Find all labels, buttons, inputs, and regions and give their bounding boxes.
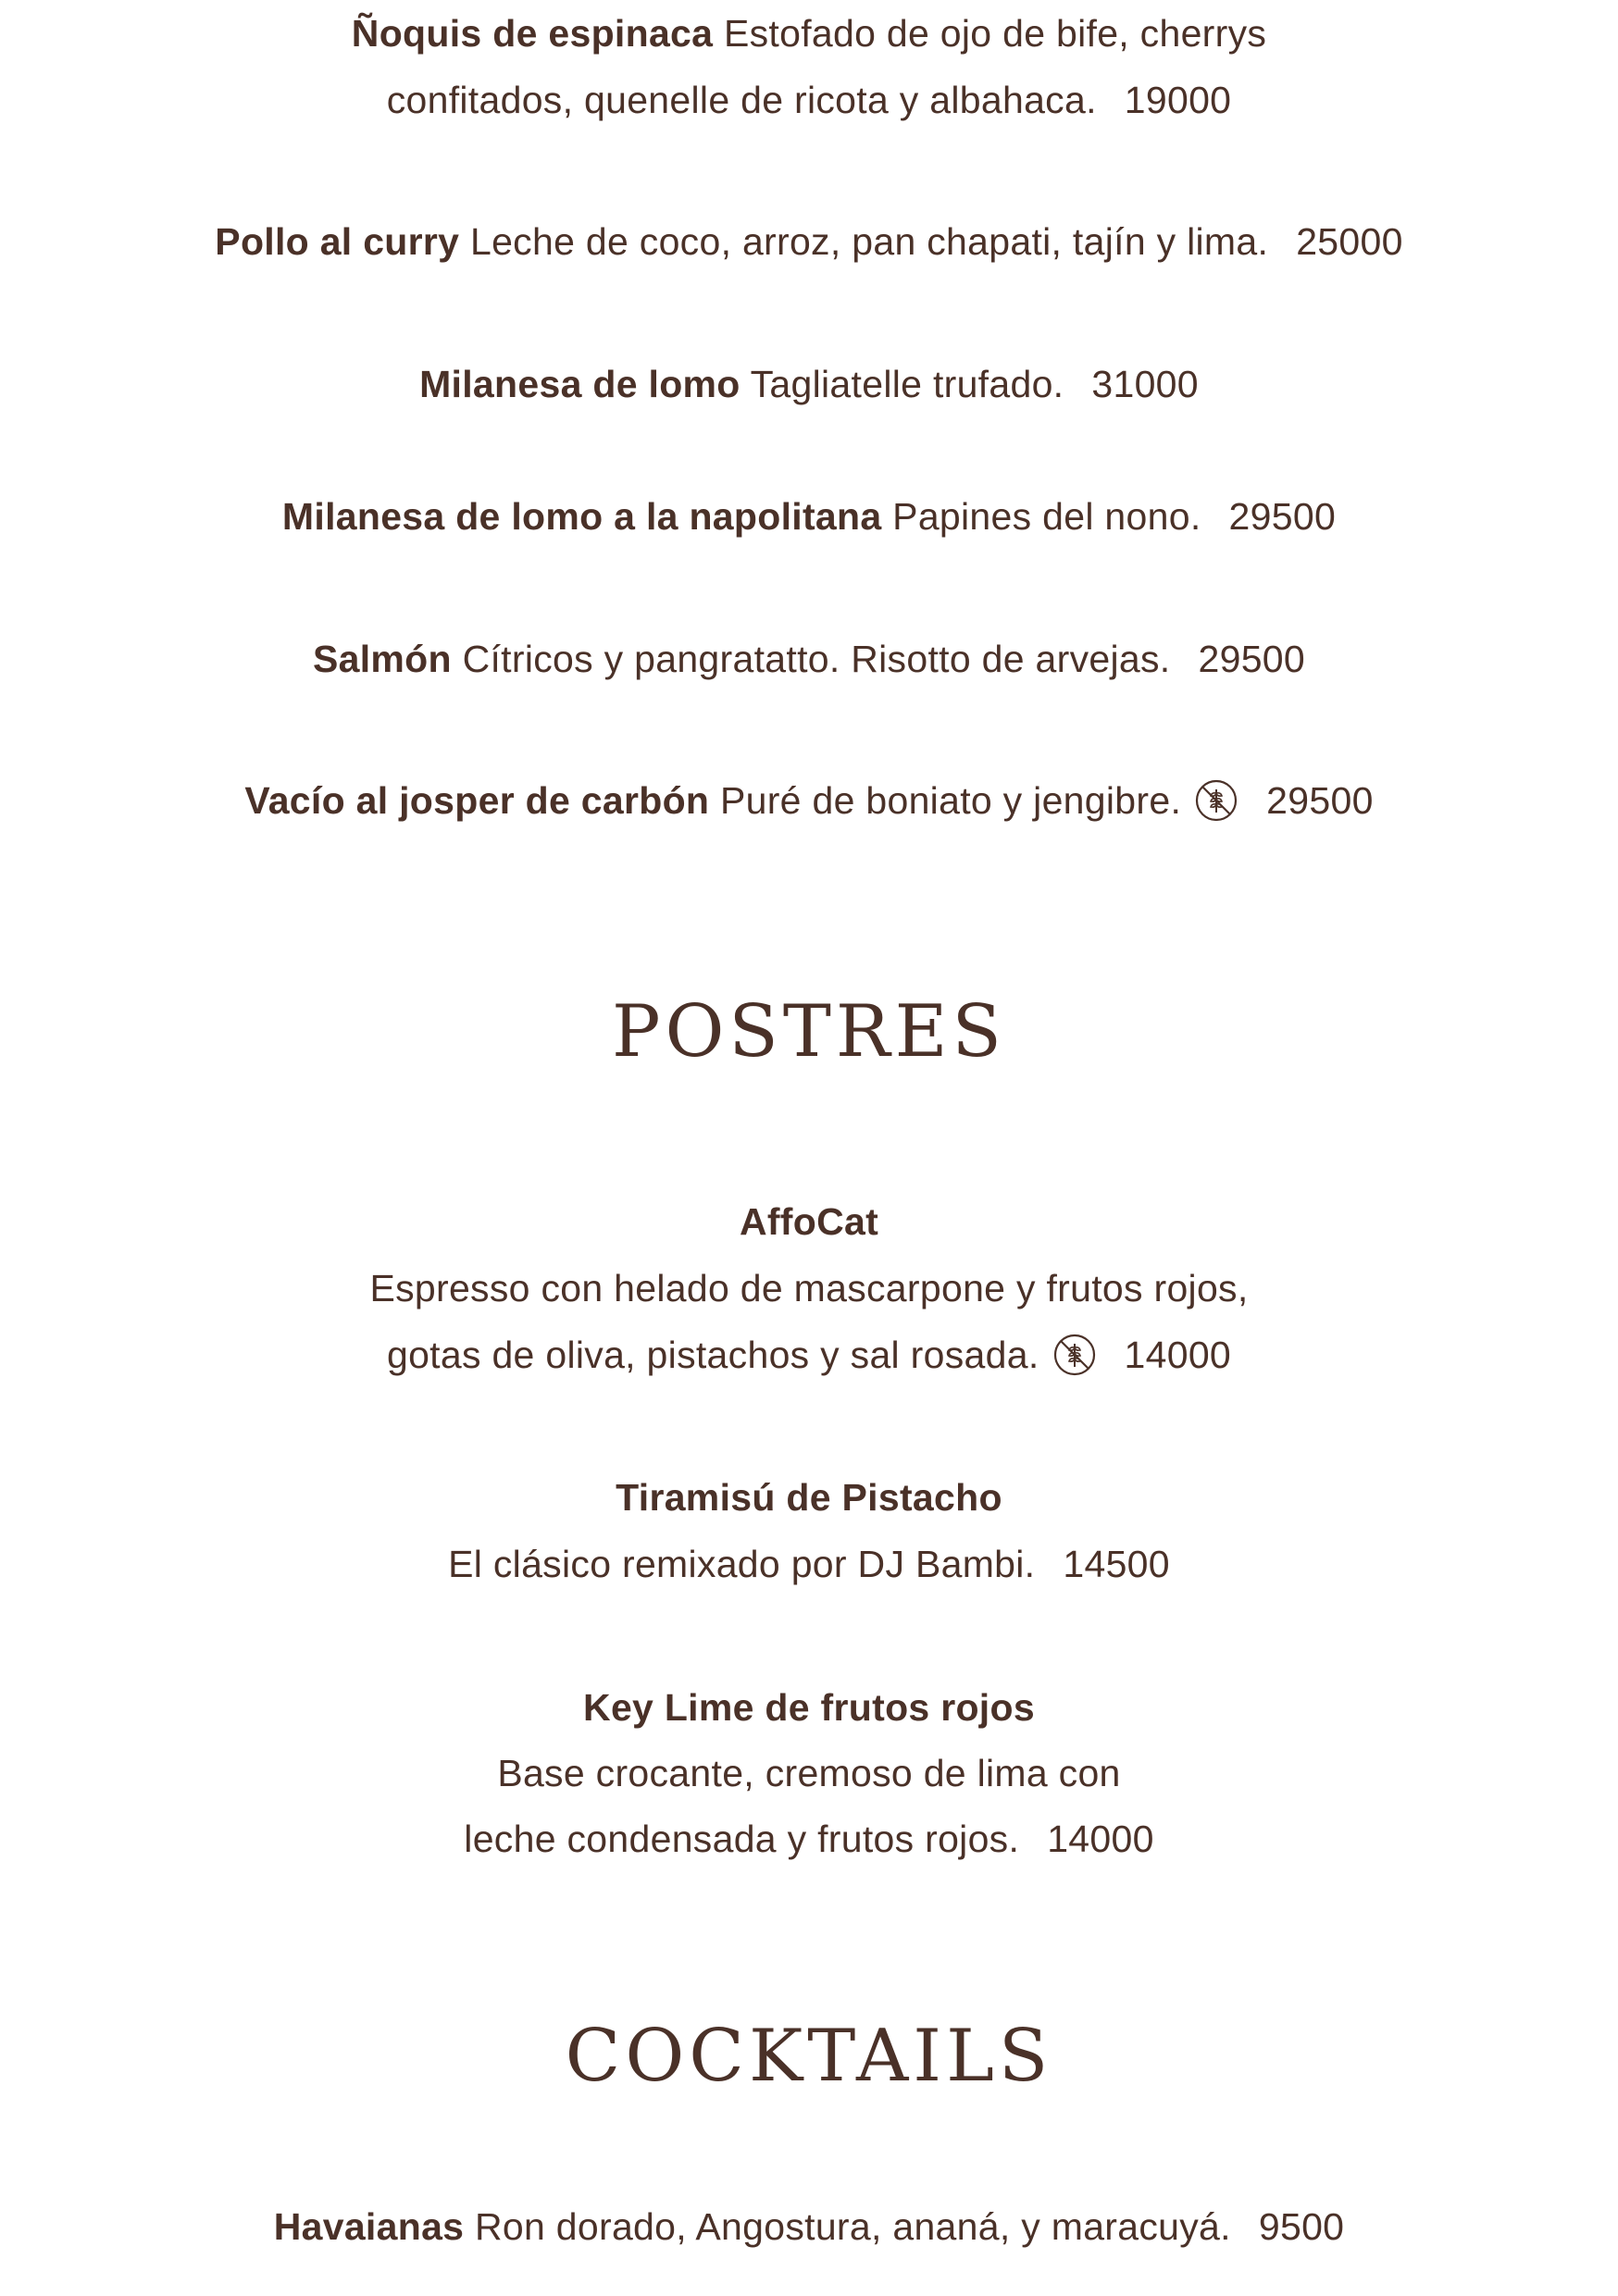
dessert-description-row: [0, 1327, 1618, 1383]
dish-description: Cítricos y pangratatto. Risotto de arvejas.: [462, 638, 1171, 680]
menu-item-noquis-line2: [0, 72, 1618, 128]
dish-description: Estofado de ojo de bife, cherrys: [723, 12, 1267, 55]
dessert-description-line2: leche condensada y frutos rojos.: [464, 1818, 1020, 1860]
dish-name: Ñoquis de espinaca: [351, 12, 714, 55]
menu-item-milanesa-de-lomo: [0, 356, 1618, 412]
cocktail-item-havaianas: [0, 2199, 1618, 2254]
gluten-free-icon: [1194, 778, 1238, 823]
dessert-description-row: [0, 1811, 1618, 1867]
section-heading-postres: POSTRES: [612, 990, 1006, 1074]
dessert-name: Key Lime de frutos rojos: [583, 1686, 1035, 1729]
section-heading-cocktails: COCKTAILS: [565, 2015, 1053, 2098]
gluten-free-icon: [1052, 1333, 1097, 1377]
cocktail-description: Ron dorado, Angostura, ananá, y maracuyá.: [474, 2205, 1231, 2248]
dessert-price: 14000: [1047, 1818, 1154, 1860]
dish-description: Tagliatelle trufado.: [750, 363, 1064, 405]
cocktail-price: 9500: [1258, 2205, 1345, 2248]
dessert-description-line2: gotas de oliva, pistachos y sal rosada.: [386, 1334, 1039, 1376]
cocktail-name: Havaianas: [273, 2205, 465, 2248]
dessert-name: AffoCat: [739, 1200, 879, 1243]
dish-description: Puré de boniato y jengibre.: [719, 779, 1182, 822]
dessert-description-row: [0, 1536, 1618, 1592]
dish-description: confitados, quenelle de ricota y albahaca.: [386, 79, 1097, 121]
dish-description: Leche de coco, arroz, pan chapati, tajín y lima.: [469, 220, 1269, 263]
dish-name: Vacío al josper de carbón: [244, 779, 710, 822]
dessert-name: Tiramisú de Pistacho: [616, 1476, 1002, 1519]
dish-name: Pollo al curry: [215, 220, 460, 263]
dish-price: 19000: [1124, 79, 1232, 121]
menu-item-pollo-al-curry: [0, 214, 1618, 269]
dish-price: 29500: [1266, 779, 1374, 822]
menu-item-vacio-al-josper: [0, 773, 1618, 828]
dish-name: Milanesa de lomo: [419, 363, 741, 405]
dish-description: Papines del nono.: [892, 495, 1201, 538]
dessert-description: [0, 1745, 1618, 1801]
dessert-description-line1: Espresso con helado de mascarpone y frutos rojos,: [369, 1267, 1249, 1309]
dessert-description: [0, 1260, 1618, 1316]
dessert-price: 14000: [1124, 1334, 1232, 1376]
menu-item-salmon: [0, 631, 1618, 687]
menu-item-noquis: [0, 6, 1618, 61]
dessert-description-line1: Base crocante, cremoso de lima con: [497, 1752, 1121, 1794]
dish-price: 29500: [1198, 638, 1306, 680]
dish-name: Milanesa de lomo a la napolitana: [281, 495, 882, 538]
menu-item-milanesa-napolitana: [0, 489, 1618, 544]
dessert-price: 14500: [1063, 1543, 1170, 1585]
dish-price: 25000: [1296, 220, 1403, 263]
dish-price: 31000: [1091, 363, 1199, 405]
dish-name: Salmón: [312, 638, 452, 680]
dish-price: 29500: [1228, 495, 1337, 538]
dessert-description-line1: El clásico remixado por DJ Bambi.: [448, 1543, 1036, 1585]
